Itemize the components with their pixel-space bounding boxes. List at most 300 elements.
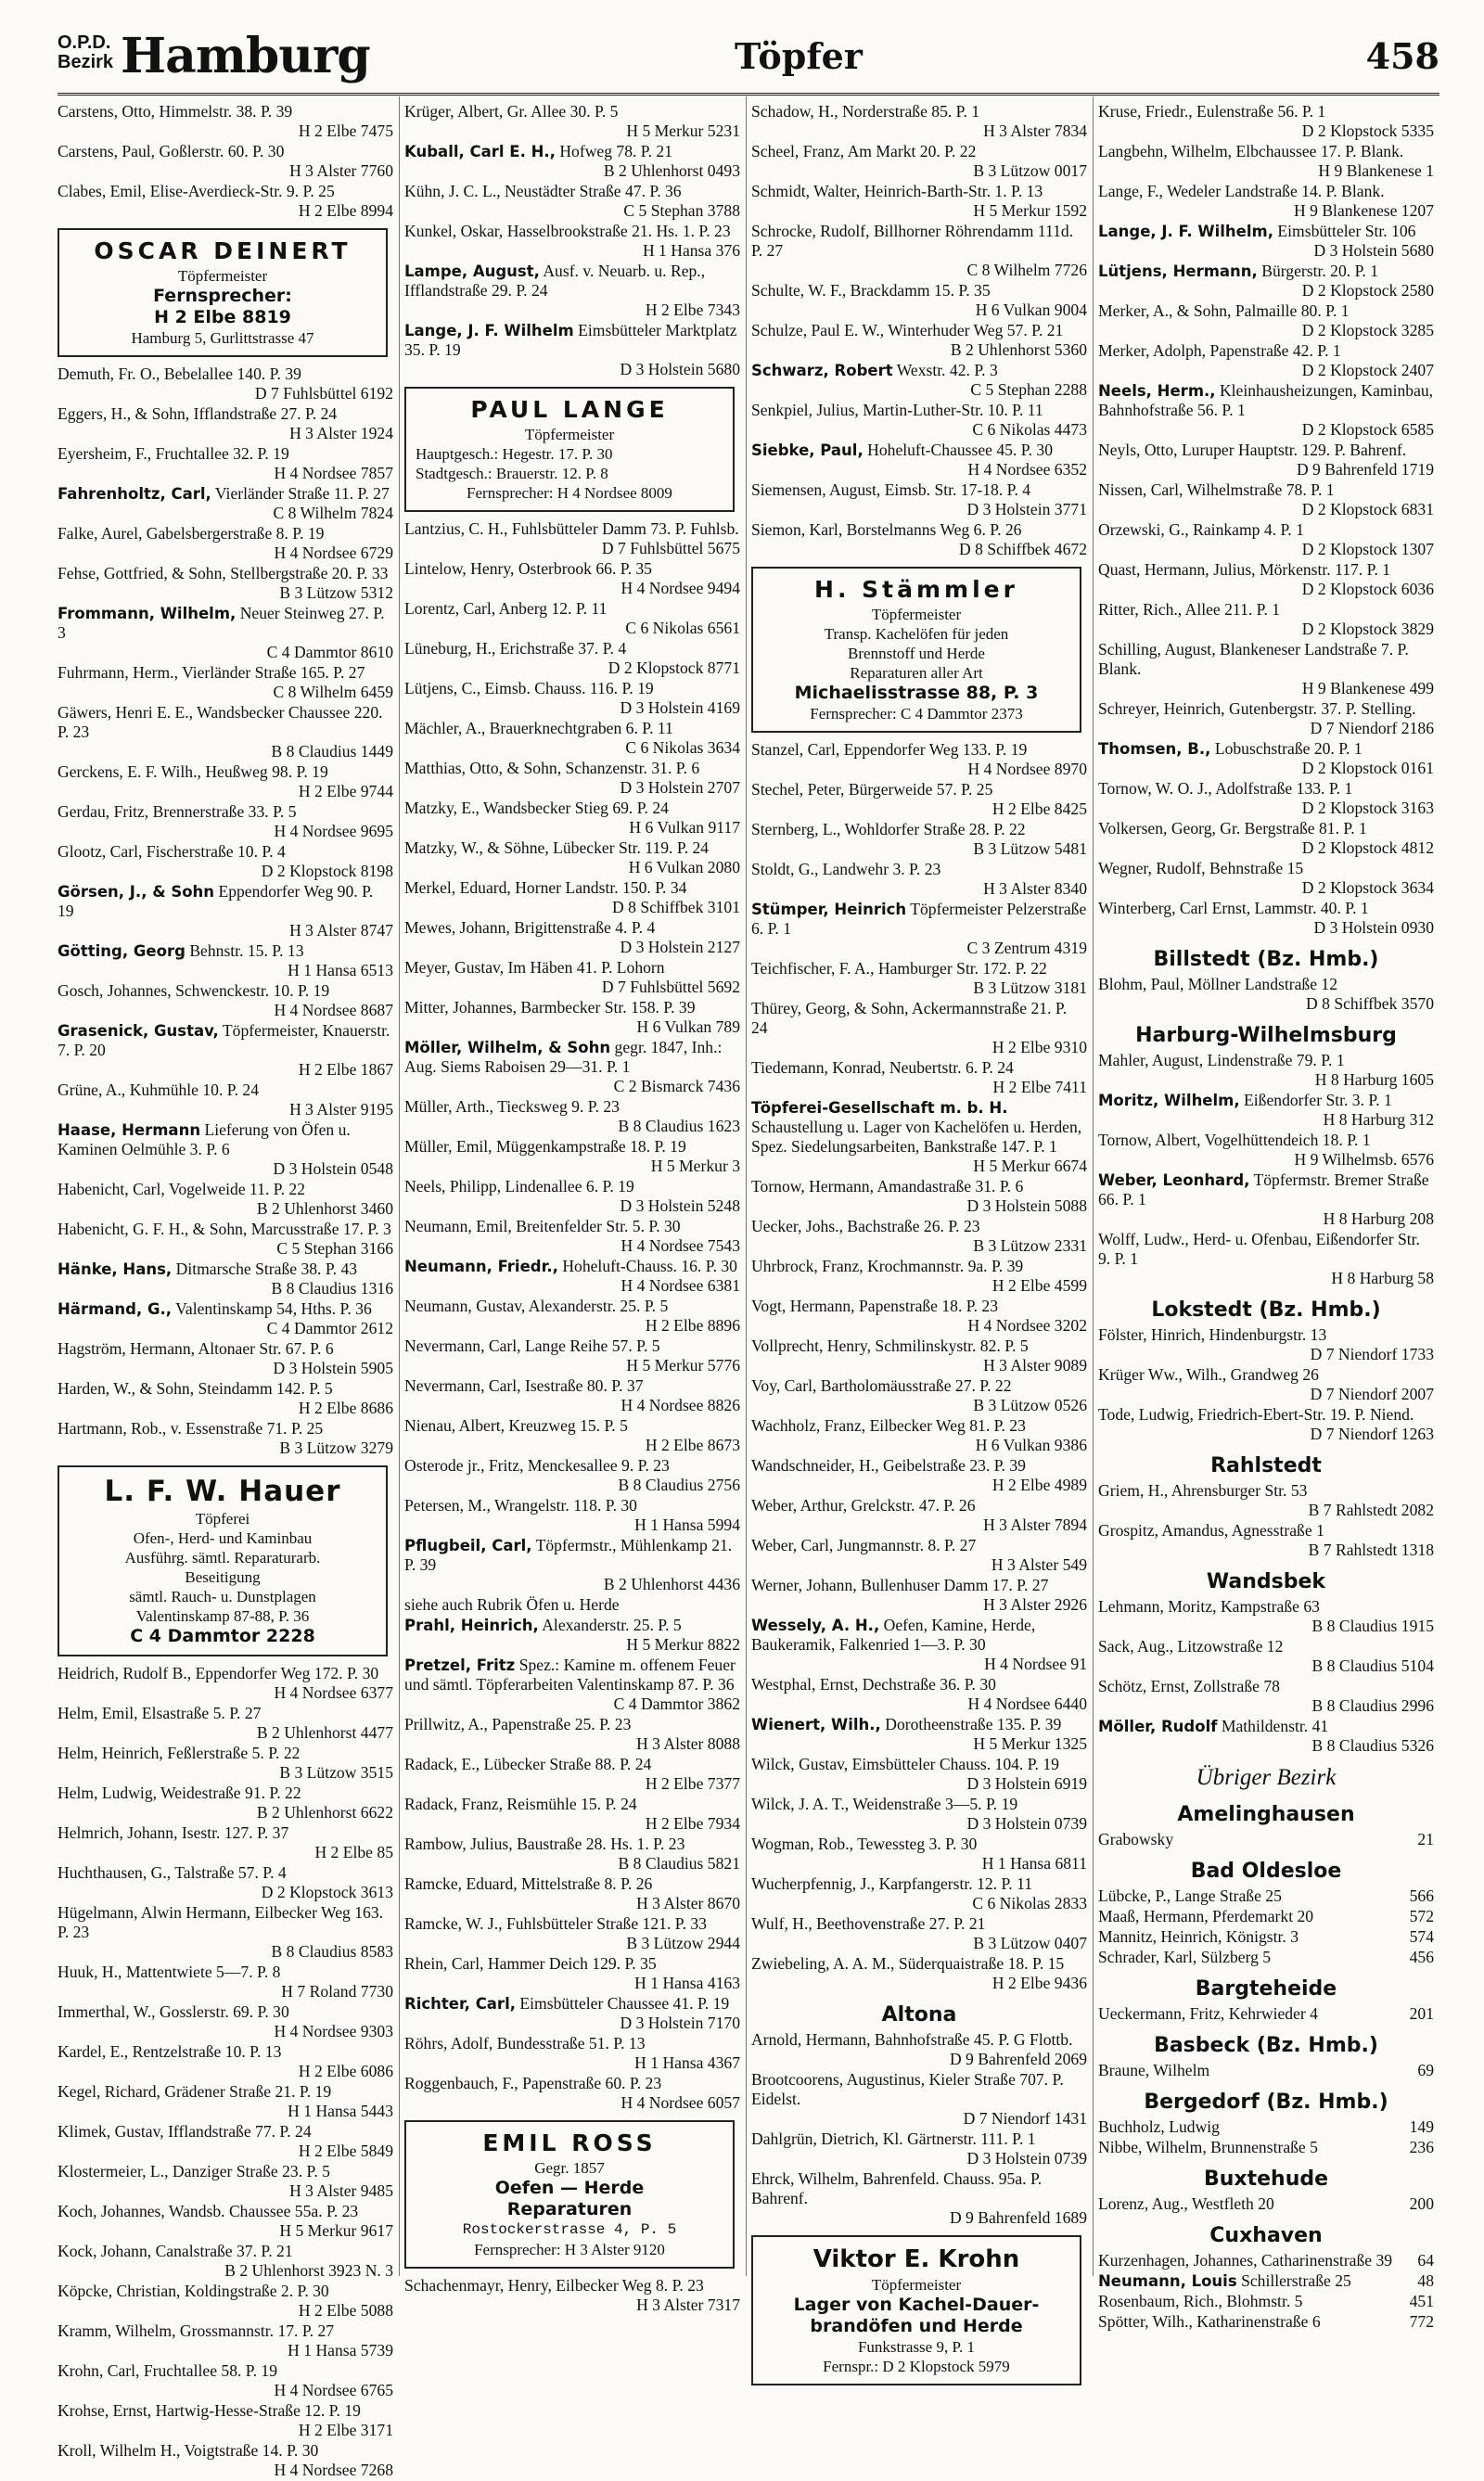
entry-phone: H 1 Hansa 5739 [288,2341,393,2360]
directory-entry [751,1755,1087,1794]
directory-entry [58,1823,393,1862]
entry-address: Katharinenstraße 6 [1196,2312,1321,2331]
entry-name: Weber, Leonhard, [1098,1171,1250,1189]
entry-name: Kuball, Carl E. H., [404,143,556,160]
entry-address: Hammer Deich 129. P. 35 [487,1954,657,1973]
directory-entry [751,1336,1087,1375]
directory-entry [751,1297,1087,1336]
directory-entry [1098,1948,1434,1967]
directory-entry [1098,1051,1434,1090]
entry-name: Kroll, Wilhelm H., [58,2441,181,2460]
entry-phone: D 9 Bahrenfeld 2069 [949,2050,1087,2068]
entry-address: Eimsb. Str. 17-18. P. 4 [884,480,1031,499]
entry-address: Hamburger Str. 172. P. 22 [877,959,1047,978]
entry-phone: H 4 Nordsee 91 [984,1655,1087,1673]
entry-name: Uecker, Johs., [751,1217,843,1235]
directory-entry [404,142,740,181]
entry-name: Wucherpfennig, J., [751,1874,876,1893]
entry-phone: 236 [1409,2138,1434,2156]
entry-address: Wandsbecker Chaussee 220. P. 23 [58,703,383,741]
entry-address: Erichstraße 37. P. 4 [499,639,627,658]
entry-name: Lütjens, Hermann, [1098,262,1258,280]
entry-address: Bundesstraße 51. P. 13 [496,2034,646,2053]
entry-name: Heidrich, Rudolf B., [58,1664,192,1682]
directory-entry [751,1536,1087,1575]
directory-entry [1098,262,1434,301]
entry-address: Vierländer Straße 11. P. 27 [214,484,390,503]
entry-phone: H 3 Alster 8088 [636,1734,740,1753]
section-heading: Lokstedt (Bz. Hmb.) [1151,1298,1381,1322]
entry-address: Fischerstraße 10. P. 4 [146,842,286,861]
entry-name: Wachholz, Franz, [751,1416,866,1435]
ad-ross: EMIL ROSS Gegr. 1857 Oefen — Herde Reparaturen Rostockerstrasse 4, P. 5 Fernsprecher: H 3 Alster 9120 [404,2120,735,2269]
section-heading: Übriger Bezirk [1196,1765,1337,1790]
entry-name: Vollprecht, Henry, [751,1336,871,1355]
entry-name: Wilck, Gustav, [751,1755,849,1773]
entry-phone: B 3 Lützow 0526 [973,1396,1087,1414]
entry-name: Orzewski, G., [1098,520,1189,539]
entry-phone: H 5 Merkur 5231 [626,121,740,140]
directory-entry [58,404,393,443]
entry-name: Volkersen, Georg, [1098,819,1216,838]
entry-address: Gabelsbergerstraße 8. P. 19 [146,524,325,543]
entry-name: Zwiebeling, A. A. M., [751,1954,895,1973]
entry-address: Heußweg 98. P. 19 [205,762,328,781]
entry-name: Siebke, Paul, [751,441,864,459]
entry-name: Wogman, Rob., [751,1835,854,1853]
entry-phone: B 3 Lützow 0017 [973,161,1087,180]
entry-address: Rentzelstraße 10. P. 13 [132,2042,282,2061]
directory-entry [404,958,740,997]
entry-phone: B 8 Claudius 1915 [1311,1617,1434,1635]
directory-entry [404,878,740,917]
entry-name: Neels, Herm., [1098,382,1216,400]
entry-name: Helm, Emil, [58,1704,138,1722]
directory-entry [58,1339,393,1378]
directory-entry [404,918,740,957]
directory-entry [404,599,740,638]
entry-name: Ritter, Rich., [1098,600,1183,619]
directory-entry [404,799,740,838]
entry-name: Grabowsky [1098,1830,1174,1848]
entry-address: Blohmstr. 5 [1226,2292,1303,2310]
entry-phone: H 9 Wilhelmsb. 6576 [1294,1150,1434,1169]
entry-address: Tiecksweg 9. P. 23 [497,1097,620,1116]
directory-entry [1098,1637,1434,1676]
entry-address: Pferdemarkt 20 [1212,1907,1314,1925]
directory-entry [1098,2312,1434,2332]
directory-entry [404,1336,740,1375]
entry-address: Canalstraße 37. P. 21 [155,2242,293,2260]
directory-entry [58,981,393,1020]
entry-phone: H 3 Alster 7834 [983,121,1087,140]
entry-address: Wexstr. 42. P. 3 [896,361,998,379]
entry-name: Fahrenholtz, Carl, [58,485,211,503]
entry-name: Wolff, Ludw., [1098,1230,1189,1248]
entry-name: Habenicht, G. F. H., & Sohn, [58,1220,248,1238]
section-heading: Bad Oldesloe [1190,1860,1342,1883]
directory-entry [58,1744,393,1783]
entry-phone: H 6 Vulkan 9004 [975,301,1087,319]
entry-address: Eulenstraße 56. P. 1 [1196,102,1326,121]
entry-phone: H 4 Nordsee 6377 [274,1683,393,1702]
entry-name: Schulze, Paul E. W., [751,321,885,339]
entry-address: Rainkamp 4. P. 1 [1193,520,1304,539]
directory-entry [404,1994,740,2033]
entry-phone: C 4 Dammtor 8610 [266,643,393,661]
entry-name: Kurzenhagen, Johannes, [1098,2251,1258,2270]
entry-name: Kunkel, Oskar, [404,222,504,240]
directory-entry [751,1576,1087,1615]
directory-entry [1098,1481,1434,1520]
entry-phone: B 3 Lützow 2944 [626,1934,740,1952]
directory-entry [751,959,1087,998]
entry-name: Hagström, Hermann, [58,1339,196,1358]
entry-address: Geibelstraße 23. P. 39 [883,1456,1026,1475]
entry-phone: D 3 Holstein 2127 [620,938,740,956]
entry-name: Lantzius, C. H., [404,519,508,538]
directory-entry [404,838,740,877]
entry-phone: H 2 Elbe 6086 [298,2062,393,2080]
entry-name: Möller, Wilhelm, & Sohn [404,1039,611,1056]
entry-name: Klostermeier, L., [58,2162,169,2180]
entry-name: Sternberg, L., [751,820,841,838]
entry-address: Catharinenstraße 39 [1260,2251,1393,2270]
entry-address: Eimsbütteler Str. 106 [1277,222,1416,240]
directory-entry [58,1021,393,1080]
entry-address: Gutenbergstr. 37. P. Stelling. [1228,699,1416,718]
directory-entry [1098,381,1434,440]
entry-address: Lange Reihe 57. P. 5 [524,1336,660,1355]
entry-name: Schmidt, Walter, [751,182,861,200]
directory-entry [58,1180,393,1219]
directory-entry [404,1297,740,1336]
entry-phone: C 6 Nikolas 4473 [972,420,1087,439]
entry-name: Schötz, Ernst, [1098,1677,1190,1695]
entry-name: Osterode jr., Fritz, [404,1456,524,1475]
entry-name: Meyer, Gustav, [404,958,505,977]
entry-phone: D 7 Niendorf 2007 [1310,1385,1434,1403]
entry-name: Neumann, Louis [1098,2272,1237,2290]
entry-name: Kruse, Friedr., [1098,102,1193,121]
entry-address: Dechstraße 36. P. 30 [862,1675,996,1694]
entry-phone: C 8 Wilhelm 7824 [273,504,393,522]
entry-name: Mahler, August, [1098,1051,1204,1069]
entry-address: Mörkenstr. 117. P. 1 [1259,560,1391,579]
entry-phone: H 5 Merkur 1325 [973,1734,1087,1753]
directory-entry [58,802,393,841]
entry-name: Immerthal, W., [58,2002,156,2021]
entry-phone: 64 [1417,2251,1434,2270]
directory-entry [1098,1830,1434,1849]
entry-name: Mannitz, Heinrich, [1098,1927,1222,1946]
directory-entry [404,1257,740,1296]
directory-entry [58,1963,393,2001]
directory-entry [58,941,393,980]
entry-phone: H 4 Nordsee 6440 [967,1694,1087,1713]
entry-name: Habenicht, Carl, [58,1180,165,1198]
trade-title: Töpfer [735,35,863,77]
entry-name: Ramcke, W. J., [404,1914,503,1933]
directory-entry [751,1416,1087,1455]
entry-phone: B 3 Lützow 5481 [973,839,1087,858]
entry-phone: B 3 Lützow 3279 [279,1439,393,1457]
directory-entry [751,999,1087,1057]
entry-phone: D 2 Klopstock 3163 [1301,799,1434,817]
entry-name: Griem, H., [1098,1481,1169,1500]
entry-phone: B 7 Rahlstedt 1318 [1308,1541,1434,1559]
directory-entry [751,2169,1087,2228]
directory-entry [1098,2251,1434,2270]
entry-name: Schachenmayr, Henry, [404,2276,552,2295]
directory-entry [1098,301,1434,340]
entry-address: Brauerknechtgraben 6. P. 11 [489,719,673,737]
entry-phone: H 3 Alster 2926 [983,1595,1087,1614]
entry-address: Oefen, Kamine, Herde, Baukeramik, Falkenried 1—3. P. 30 [751,1616,1036,1654]
entry-phone: 566 [1409,1886,1434,1905]
entry-name: Röhrs, Adolf, [404,2034,493,2053]
entry-address: Eimsbütteler Chauss. 104. P. 19 [851,1755,1059,1773]
directory-entry [751,1835,1087,1874]
entry-phone: B 2 Uhlenhorst 4477 [256,1723,393,1742]
directory-entry [404,1616,740,1655]
directory-entry [751,1177,1087,1216]
entry-phone: H 1 Hansa 4163 [634,1974,740,1992]
entry-name: Schulte, W. F., [751,281,847,300]
directory-entry [1098,1597,1434,1636]
entry-phone: H 9 Blankenese 1 [1318,161,1434,180]
directory-entry [1098,2004,1434,2024]
entry-name: Schilling, August, [1098,640,1216,659]
entry-phone: D 3 Holstein 5905 [273,1359,393,1377]
directory-entry [404,1038,740,1096]
entry-address: Eilbecker Weg 163. P. 23 [58,1903,384,1941]
directory-entry [1098,859,1434,898]
entry-name: Wandschneider, H., [751,1456,879,1475]
entry-address: Spez.: Kamine m. offenem Feuer und sämtl. Töpferarbeiten Valentinskamp 87. P. 36 [404,1656,736,1694]
directory-entry [751,1456,1087,1495]
entry-phone: C 2 Bismarck 7436 [613,1077,740,1095]
entry-name: Helmrich, Johann, [58,1823,178,1842]
entry-address: Brigittenstraße 4. P. 4 [514,918,656,937]
entry-name: Grüne, A., [58,1081,126,1099]
entry-phone: H 3 Alster 8747 [289,921,393,940]
directory-entry [751,480,1087,519]
directory-entry [58,1260,393,1298]
entry-address: Eimsbütteler Marktplatz 35. P. 19 [404,321,737,359]
entry-name: Krohn, Carl, [58,2361,140,2380]
entry-phone: H 3 Alster 7894 [983,1515,1087,1534]
directory-entry [58,444,393,483]
ad-staemmler: H. Stämmler Töpfermeister Transp. Kachelöfen für jeden Brennstoff und Herde Reparaturen aller Art Michaelisstrasse 88, P. 3 Fernsprecher: C 4 Dammtor 2373 [751,567,1081,733]
column-4 [1098,102,1434,2333]
entry-phone: D 7 Niendorf 1431 [963,2109,1087,2128]
directory-entry [404,1874,740,1913]
entry-address: Am Markt 20. P. 22 [847,142,977,160]
directory-entry [751,441,1087,480]
entry-address: Königstr. 3 [1225,1927,1298,1946]
entry-address: Fuhlsbütteler Damm 73. P. Fuhlsb. [511,519,739,538]
entry-name: Matzky, E., [404,799,480,817]
entry-name: Krüger, Albert, [404,102,504,121]
entry-name: Krohse, Ernst, [58,2401,152,2420]
directory-entry [58,2042,393,2081]
directory-entry [751,1795,1087,1834]
entry-name: Görsen, J., & Sohn [58,883,215,901]
entry-name: Thürey, Georg, & Sohn, [751,999,909,1017]
entry-phone: H 2 Elbe 7377 [645,1774,740,1793]
entry-phone: H 2 Elbe 9744 [298,782,393,800]
entry-phone: H 4 Nordsee 7543 [620,1236,740,1255]
entry-name: Möller, Rudolf [1098,1718,1218,1735]
entry-address: Müggenkampstraße 18. P. 19 [496,1137,686,1156]
entry-phone: B 8 Claudius 1316 [271,1279,393,1298]
entry-name: Kühn, J. C. L., [404,182,501,200]
entry-name: Ehrck, Wilhelm, [751,2169,859,2188]
entry-phone: H 4 Nordsee 9303 [274,2022,393,2040]
entry-phone: H 4 Nordsee 8687 [274,1001,393,1019]
entry-phone: 69 [1417,2061,1434,2079]
entry-address: Brennerstraße 33. P. 5 [152,802,297,821]
directory-entry [1098,1230,1434,1288]
entry-phone: D 9 Bahrenfeld 1719 [1296,460,1434,479]
entry-name: Harden, W., & Sohn, [58,1379,195,1398]
entry-phone: H 1 Hansa 376 [642,241,740,260]
entry-phone: H 9 Blankenese 1207 [1294,201,1434,220]
entry-address: Beethovenstraße 27. P. 21 [816,1914,986,1933]
directory-entry [1098,2271,1434,2291]
directory-entry [404,759,740,798]
entry-address: Ifflandstraße 77. P. 24 [168,2122,312,2141]
entry-phone: H 2 Elbe 8994 [298,201,393,220]
entry-name: Ramcke, Eduard, [404,1874,518,1893]
directory-entry [751,520,1087,559]
entry-phone: H 4 Nordsee 9695 [274,822,393,840]
entry-name: Lütjens, C., [404,679,481,697]
directory-entry [1098,2292,1434,2311]
directory-entry [751,780,1087,819]
entry-address: Luruper Hauptstr. 129. P. Bahrenf. [1181,441,1407,459]
entry-phone: B 7 Rahlstedt 2082 [1308,1501,1434,1519]
directory-entry [58,2361,393,2400]
entry-address: Anberg 12. P. 11 [498,599,608,618]
entry-address: Bürgerstr. 20. P. 1 [1261,262,1378,280]
entry-address: Borstelmanns Weg 6. P. 26 [846,520,1022,539]
entry-name: Hartmann, Rob., [58,1419,167,1438]
entry-name: Sack, Aug., [1098,1637,1174,1656]
entry-phone: B 2 Uhlenhorst 0493 [603,161,740,180]
ad-lange: PAUL LANGE Töpfermeister Hauptgesch.: Hegestr. 17. P. 30 Stadtgesch.: Brauerstr. 12. P. 8 Fernsprecher: H 4 Nordsee 8009 [404,387,735,512]
directory-entry [404,998,740,1037]
entry-name: Grospitz, Amandus, [1098,1521,1229,1540]
entry-phone: 21 [1417,1830,1434,1848]
entry-name: Fölster, Hinrich, [1098,1325,1206,1344]
entry-name: Siemon, Karl, [751,520,843,539]
entry-name: Thomsen, B., [1098,740,1211,758]
entry-name: Dahlgrün, Dietrich, [751,2129,879,2148]
entry-address: Kl. Gärtnerstr. 111. P. 1 [882,2129,1036,2148]
directory-entry [1098,441,1434,480]
directory-entry [58,1903,393,1962]
entry-phone: H 4 Nordsee 6729 [274,544,393,562]
entry-address: Kampstraße 63 [1220,1597,1320,1616]
entry-name: Lange, J. F. Wilhelm, [1098,223,1273,240]
directory-entry [751,860,1087,899]
entry-address: Hofweg 78. P. 21 [559,142,673,160]
directory-entry [1098,1521,1434,1560]
entry-address: Martin-Luther-Str. 10. P. 11 [863,401,1043,419]
entry-phone: H 1 Hansa 6811 [981,1854,1087,1873]
entry-phone: B 3 Lützow 3181 [973,978,1087,997]
section-heading: Rahlstedt [1210,1454,1322,1477]
column-2 [404,102,740,2316]
directory-entry [1098,1325,1434,1364]
entry-address: v. Essenstraße 71. P. 25 [170,1419,324,1438]
entry-phone: 572 [1409,1907,1434,1925]
entry-phone: H 2 Elbe 5849 [298,2142,393,2160]
entry-name: Schwarz, Robert [751,362,893,379]
entry-name: Stanzel, Carl, [751,740,840,759]
directory-entry [58,1379,393,1418]
entry-address: siehe auch Rubrik Öfen u. Herde [404,1595,620,1614]
entry-address: Talstraße 57. P. 4 [174,1863,287,1882]
entry-phone: B 8 Claudius 5104 [1311,1656,1434,1675]
entry-address: Koldingstraße 2. P. 30 [184,2282,329,2300]
entry-address: Weidestraße 91. P. 22 [160,1784,301,1802]
entry-phone: C 4 Dammtor 3862 [613,1694,740,1713]
column-3 [751,102,1087,2393]
entry-address: Hoheluft-Chauss. 16. P. 30 [562,1257,737,1275]
entry-name: Clabes, Emil, [58,182,147,200]
directory-entry [751,142,1087,181]
directory-entry [58,1299,393,1338]
directory-entry [751,1874,1087,1913]
directory-entry [751,2070,1087,2129]
directory-entry [404,1416,740,1455]
entry-phone: H 3 Alster 8670 [636,1894,740,1912]
entry-address: Reismühle 15. P. 24 [506,1795,637,1813]
entry-address: Breitenfelder Str. 5. P. 30 [516,1217,681,1235]
entry-address: Schwenckestr. 10. P. 19 [175,981,330,1000]
entry-name: Pretzel, Fritz [404,1656,516,1674]
directory-entry [1098,779,1434,818]
entry-phone: H 1 Hansa 5443 [288,2102,393,2120]
entry-phone: H 4 Nordsee 8970 [967,760,1087,778]
directory-entry [404,1376,740,1415]
entry-phone: D 2 Klopstock 3634 [1301,878,1434,897]
entry-name: Radack, Franz, [404,1795,504,1813]
entry-address: Feßlerstraße 5. P. 22 [167,1744,301,1762]
entry-address: Bebelallee 140. P. 39 [163,364,301,383]
entry-address: Eilbecker Weg 8. P. 23 [556,2276,704,2295]
directory-entry [58,1419,393,1458]
entry-name: Senkpiel, Julius, [751,401,859,419]
directory-entry [404,559,740,598]
entry-name: Gerdau, Fritz, [58,802,149,821]
entry-address: Mattentwiete 5—7. P. 8 [125,1963,281,1981]
entry-address: Grädener Straße 21. P. 19 [164,2082,332,2101]
entry-phone: D 3 Holstein 3771 [966,500,1087,518]
directory-entry [404,182,740,221]
entry-phone: H 1 Hansa 5994 [634,1515,740,1534]
ad-krohn: Viktor E. Krohn Töpfermeister Lager von Kachel-Dauer- brandöfen und Herde Funkstrasse 9, P. 1 Fernspr.: D 2 Klopstock 5979 [751,2235,1081,2385]
entry-name: Müller, Arth., [404,1097,494,1116]
entry-name: Tornow, Hermann, [751,1177,874,1196]
entry-address: Krochmannstr. 9a. P. 39 [867,1257,1024,1275]
directory-entry [58,142,393,181]
entry-address: Eppendorfer Weg 172. P. 30 [195,1664,379,1682]
directory-entry [404,2034,740,2073]
